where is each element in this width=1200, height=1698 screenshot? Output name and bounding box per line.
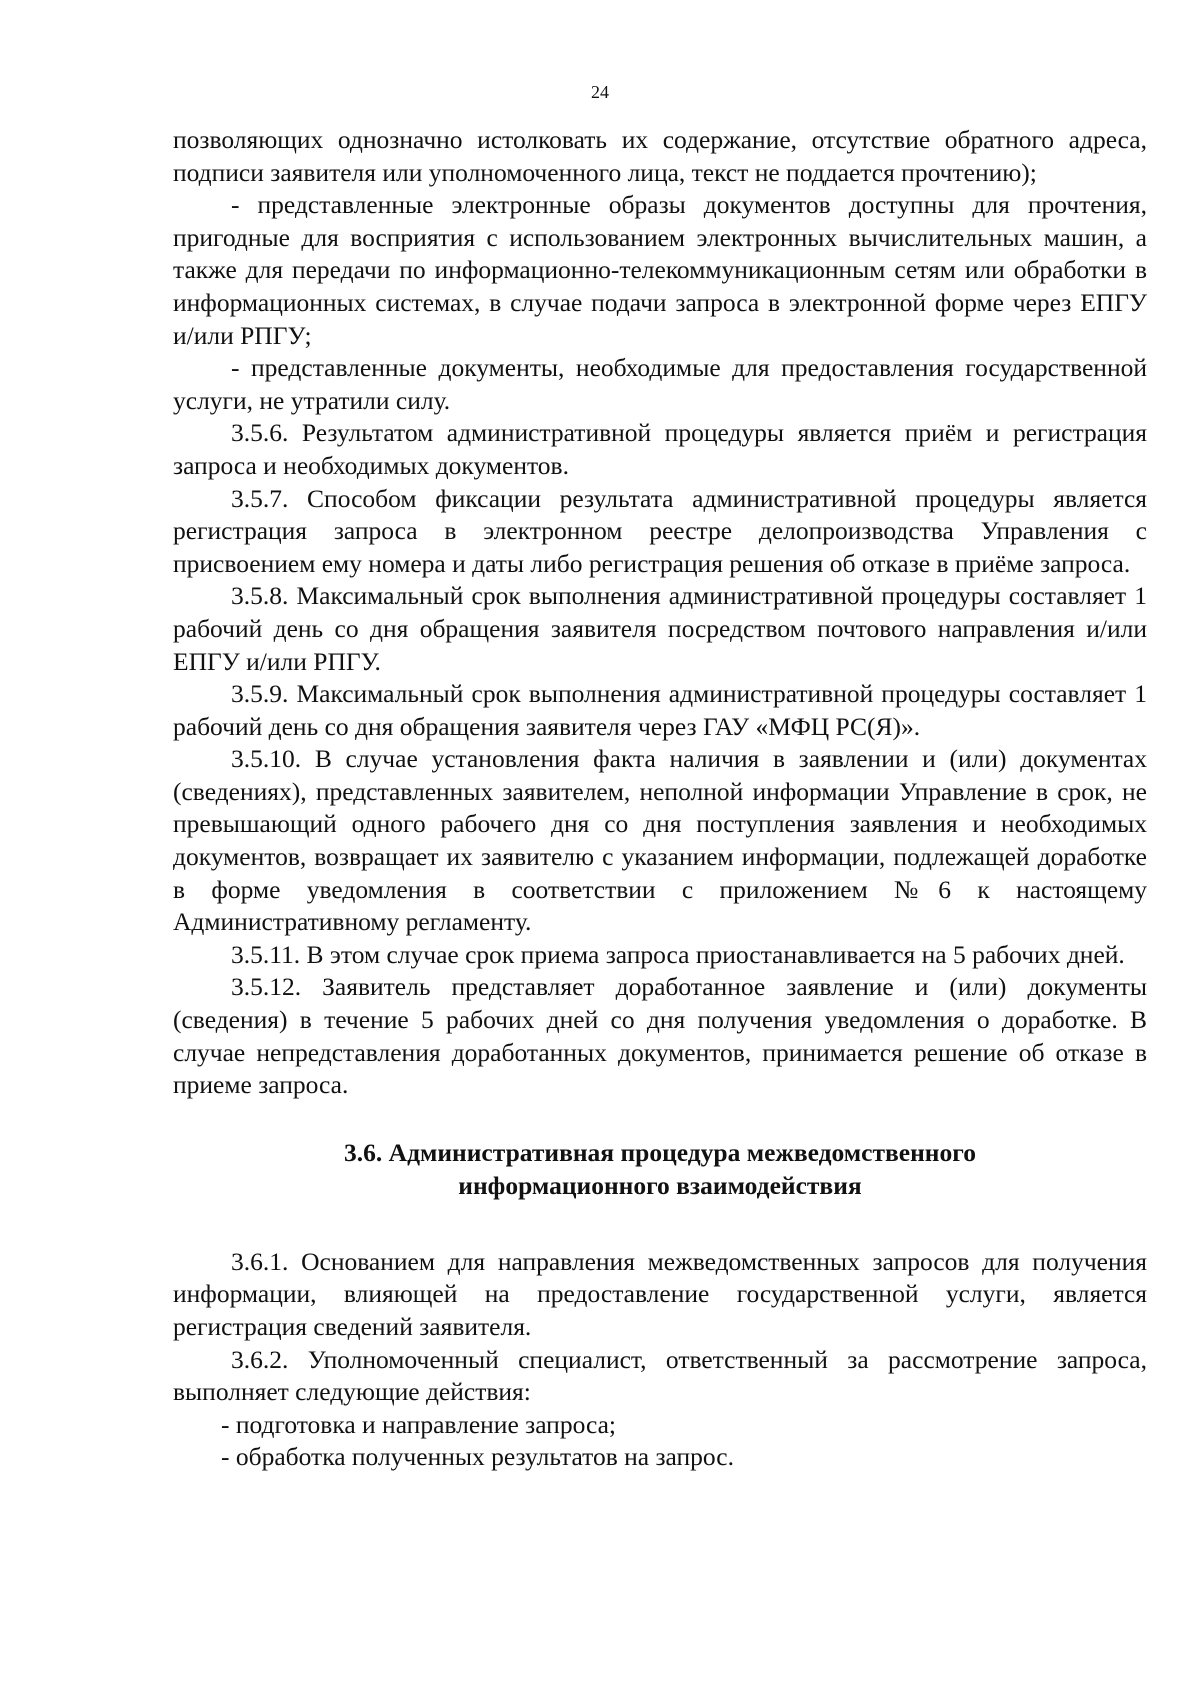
paragraph: 3.5.12. Заявитель представляет доработанное заявление и (или) документы (сведения) в течение 5 рабочих дней со дня получения уведомления о доработке. В случае непредставления доработанных документов, принимается решение об отказе в приеме запроса. [173,972,1147,1100]
paragraph: 3.5.8. Максимальный срок выполнения административной процедуры составляет 1 рабочий день со дня обращения заявителя посредством почтового направления и/или ЕПГУ и/или РПГУ. [173,581,1147,676]
page-number: 24 [591,82,609,102]
paragraph: 3.5.11. В этом случае срок приема запроса приостанавливается на 5 рабочих дней. [231,939,1125,969]
paragraph: 3.5.6. Результатом административной процедуры является приём и регистрация запроса и необходимых документов. [173,418,1147,480]
paragraph: 3.6.2. Уполномоченный специалист, ответственный за рассмотрение запроса, выполняет следующие действия: [173,1344,1147,1407]
paragraph: 3.5.9. Максимальный срок выполнения административной процедуры составляет 1 рабочий день со дня обращения заявителя через ГАУ «МФЦ РС(Я)». [173,679,1147,741]
paragraph: - представленные документы, необходимые для предоставления государственной услуги, не утратили силу. [173,353,1147,415]
section-3-5-text [173,124,1147,1102]
section-3-6-text [173,1246,1147,1474]
paragraph: - обработка полученных результатов на запрос. [221,1442,735,1472]
paragraph: - подготовка и направление запроса; [221,1409,617,1439]
paragraph: 3.5.10. В случае установления факта наличия в заявлении и (или) документах (сведениях), представленных заявителем, неполной информации Управление в срок, не превышающий одного рабочего дня со дня поступления заявления и необходимых документов, возвращает их заявителю с указанием информации, подлежащей доработке в форме уведомления в соответствии с приложением №6 к настоящему Административному регламенту. [173,744,1147,937]
paragraph: 3.6.1. Основанием для направления межведомственных запросов для получения информации, влияющей на предоставление государственной услуги, является регистрация сведений заявителя. [173,1246,1147,1341]
section-heading-line-1: 3.6. Административная процедура межведомственного [344,1137,976,1167]
paragraph: 3.5.7. Способом фиксации результата административной процедуры является регистрация запроса в электронном реестре делопроизводства Управления с присвоением ему номера и даты либо регистрация решения об отказе в приёме запроса. [173,483,1147,578]
paragraph: позволяющих однозначно истолковать их содержание, отсутствие обратного адреса, подписи заявителя или уполномоченного лица, текст не поддается прочтению); [173,125,1147,187]
section-heading-line-2: информационного взаимодействия [458,1170,862,1200]
paragraph: - представленные электронные образы документов доступны для прочтения, пригодные для восприятия с использованием электронных вычислительных машин, а также для передачи по информационно-телекоммуникационным сетям или обработки в информационных системах, в случае подачи запроса в электронной форме через ЕПГУ и/или РПГУ; [173,190,1147,350]
section-heading-3-6 [173,1136,1147,1202]
document-body [173,124,1147,1474]
